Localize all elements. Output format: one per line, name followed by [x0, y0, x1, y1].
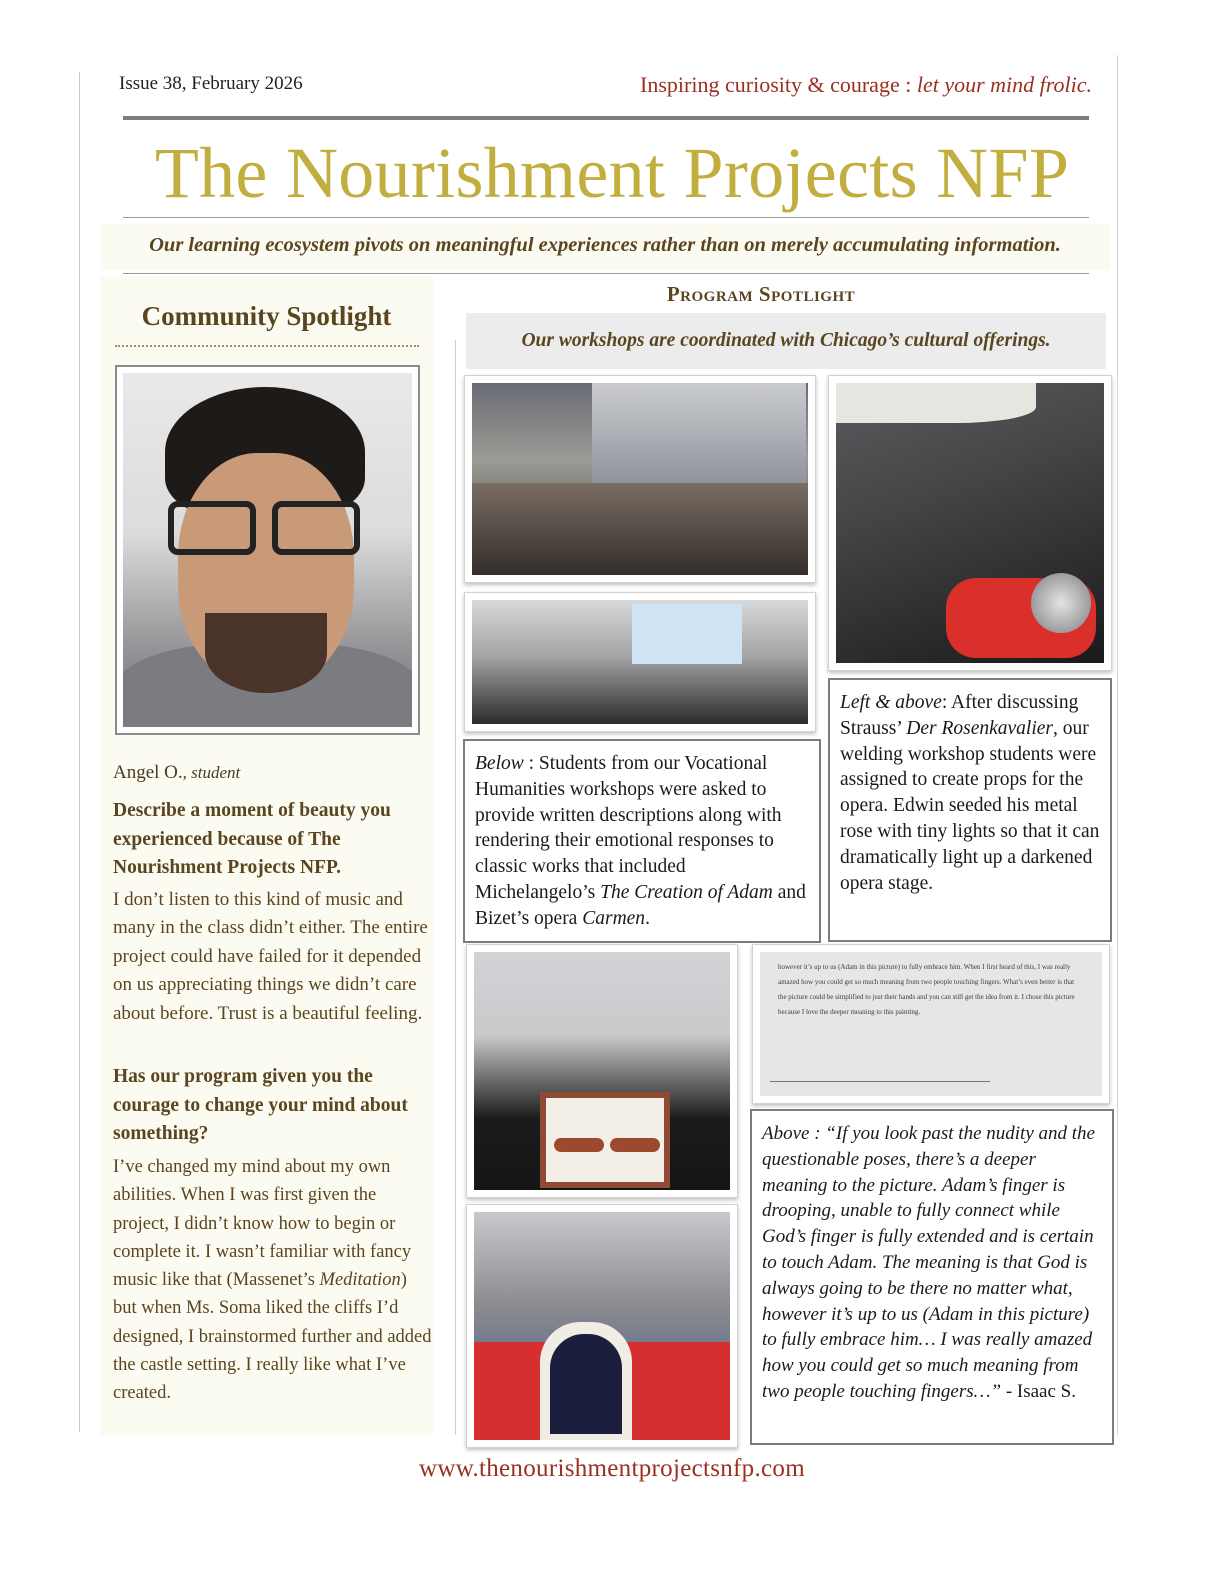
mission-statement: Our learning ecosystem pivots on meaningful experiences rather than on merely accumulating information.: [100, 224, 1110, 270]
student-name: Angel O.: [113, 762, 183, 783]
portrait-image: [123, 373, 412, 727]
question-1: Describe a moment of beauty you experienced because of The Nourishment Projects NFP.: [113, 800, 391, 878]
community-spotlight-title: Community Spotlight: [141, 301, 392, 331]
rule-low: [123, 273, 1089, 274]
portrait-photo: [115, 365, 420, 735]
tagline: [640, 72, 1092, 98]
website-link[interactable]: www.thenourishmentprojectsnfp.com: [419, 1455, 805, 1482]
handwritten-letter-photo: [752, 944, 1110, 1104]
program-spotlight-title: Program Spotlight: [666, 282, 856, 306]
woman-with-art-photo: [466, 1204, 738, 1448]
answer-1: I don’t listen to this kind of music and many in the class didn’t either. The entire project could have failed for it depended on us appreciating things we didn’t care about before. Trust is a beautiful feeling.: [113, 889, 428, 1024]
caption-box-left-above: Left & above: After discussing Strauss’ Der Rosenkavalier, our welding workshop students were assigned to create props for the opera. Edwin seeded his metal rose with tiny lights so that it can dramatically light up a darkened opera stage.: [828, 678, 1112, 942]
welder-photo: [828, 375, 1112, 671]
masthead-title: The Nourishment Projects NFP: [154, 133, 1070, 213]
classroom-photo: [464, 375, 816, 583]
rule-top: [123, 116, 1089, 120]
group-photo: [464, 592, 816, 732]
student-with-art-photo: [466, 944, 738, 1198]
column-divider: [455, 340, 456, 1435]
rule-mid: [123, 217, 1089, 218]
caption-box-above: Above : “If you look past the nudity and the questionable poses, there’s a deeper meaning to the picture. Adam’s finger is drooping, unable to fully connect while God’s finger is fully extended and is certain to touch Adam. The meaning is that God is always going to be there no matter what, however it’s up to us (Adam in this picture) to fully embrace him… I was really amazed how you could get so much meaning from two people touching fingers…” - Isaac S.: [750, 1109, 1114, 1445]
student-caption: [113, 762, 240, 784]
question-2: Has our program given you the courage to change your mind about something?: [113, 1066, 408, 1144]
page-frame-right: [1117, 55, 1118, 1435]
student-role: , student: [182, 763, 241, 782]
dotted-divider: [115, 345, 419, 347]
caption-box-below: Below : Students from our Vocational Humanities workshops were asked to provide written descriptions along with rendering their emotional responses to classic works that included Michelangelo’s The Creation of Adam and Bizet’s opera Carmen.: [463, 739, 821, 943]
tagline-italic: let your mind frolic.: [916, 72, 1092, 97]
program-banner: Our workshops are coordinated with Chicago’s cultural offerings.: [466, 313, 1106, 369]
page-frame-left: [79, 72, 80, 1432]
answer-2: I’ve changed my mind about my own abilities. When I was first given the project, I didn’t know how to begin or complete it. I wasn’t familiar with fancy music like that (Massenet’s Meditation) but when Ms. Soma liked the cliffs I’d designed, I brainstormed further and added the castle setting. I really like what I’ve created.: [113, 1157, 432, 1404]
signature: [770, 1022, 990, 1082]
letter-text: however it’s up to us (Adam in this picture) to fully embrace him. When I first heard of this, I was really amazed how you could get so much meaning from two people touching fingers. What’s even better is that the picture could be simplified to just their hands and you can still get the idea from it. I chose this picture because I love the deeper meaning to this painting.: [778, 963, 1075, 1016]
tagline-main: Inspiring curiosity & courage :: [640, 72, 917, 97]
issue-line: Issue 38, February 2026: [119, 73, 303, 94]
